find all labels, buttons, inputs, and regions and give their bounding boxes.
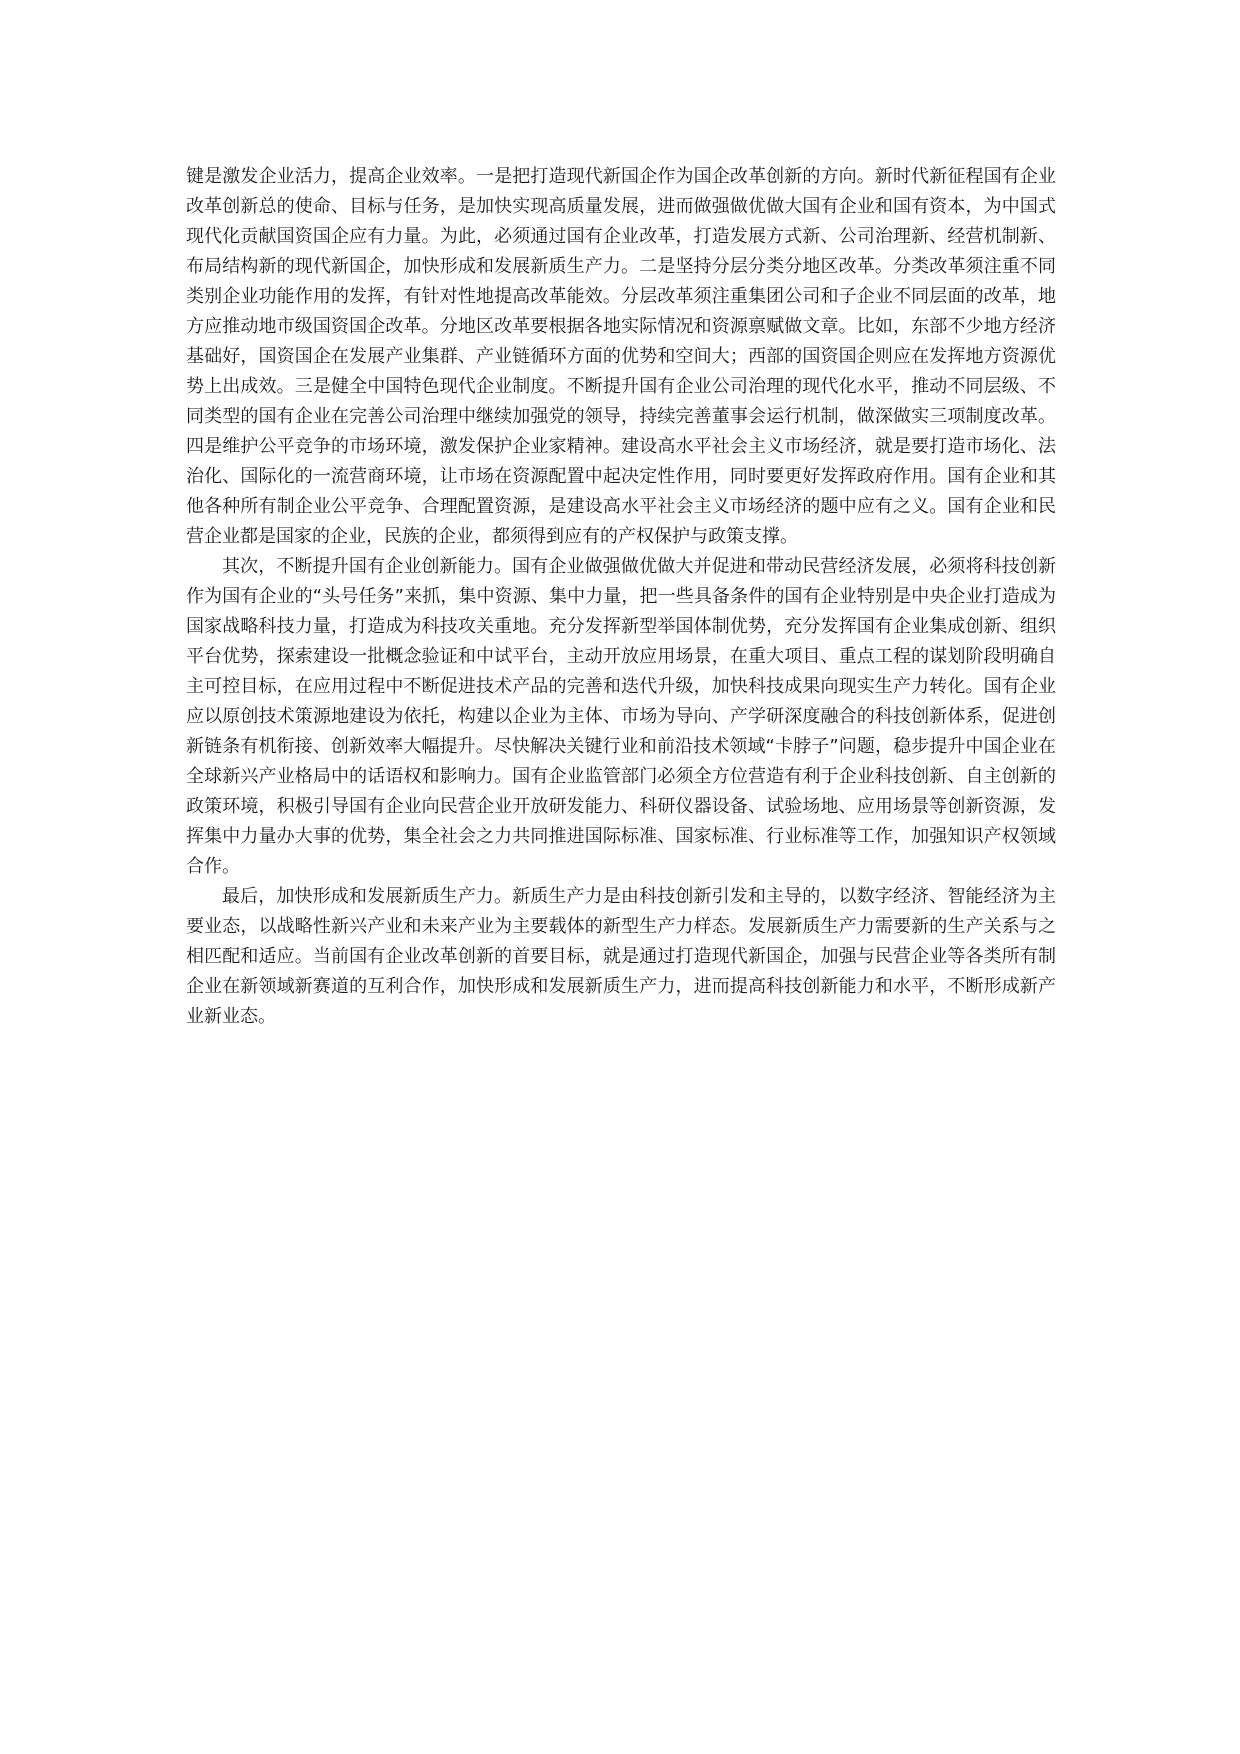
- paragraph-3: 最后，加快形成和发展新质生产力。新质生产力是由科技创新引发和主导的，以数字经济、智能经济为主要业态，以战略性新兴产业和未来产业为主要载体的新型生产力样态。发展新质生产力需要新的生产关系与之相匹配和适应。当前国有企业改革创新的首要目标，就是通过打造现代新国企，加强与民营企业等各类所有制企业在新领域新赛道的互利合作，加快形成和发展新质生产力，进而提高科技创新能力和水平，不断形成新产业新业态。: [186, 886, 1056, 1027]
- paragraph-1: 键是激发企业活力，提高企业效率。一是把打造现代新国企作为国企改革创新的方向。新时代新征程国有企业改革创新总的使命、目标与任务，是加快实现高质量发展，进而做强做优做大国有企业和国有资本，为中国式现代化贡献国资国企应有力量。为此，必须通过国有企业改革，打造发展方式新、公司治理新、经营机制新、布局结构新的现代新国企，加快形成和发展新质生产力。二是坚持分层分类分地区改革。分类改革须注重不同类别企业功能作用的发挥，有针对性地提高改革能效。分层改革须注重集团公司和子企业不同层面的改革，地方应推动地市级国资国企改革。分地区改革要根据各地实际情况和资源禀赋做文章。比如，东部不少地方经济基础好，国资国企在发展产业集群、产业链循环方面的优势和空间大；西部的国资国企则应在发挥地方资源优势上出成效。三是健全中国特色现代企业制度。不断提升国有企业公司治理的现代化水平，推动不同层级、不同类型的国有企业在完善公司治理中继续加强党的领导，持续完善董事会运行机制，做深做实三项制度改革。四是维护公平竞争的市场环境，激发保护企业家精神。建设高水平社会主义市场经济，就是要打造市场化、法治化、国际化的一流营商环境，让市场在资源配置中起决定性作用，同时要更好发挥政府作用。国有企业和其他各种所有制企业公平竞争、合理配置资源，是建设高水平社会主义市场经济的题中应有之义。国有企业和民营企业都是国家的企业，民族的企业，都须得到应有的产权保护与政策支撑。: [186, 166, 1056, 547]
- paragraph-2: 其次，不断提升国有企业创新能力。国有企业做强做优做大并促进和带动民营经济发展，必须将科技创新作为国有企业的“头号任务”来抓，集中资源、集中力量，把一些具备条件的国有企业特别是中央企业打造成为国家战略科技力量，打造成为科技攻关重地。充分发挥新型举国体制优势，充分发挥国有企业集成创新、组织平台优势，探索建设一批概念验证和中试平台，主动开放应用场景，在重大项目、重点工程的谋划阶段明确自主可控目标，在应用过程中不断促进技术产品的完善和迭代升级，加快科技成果向现实生产力转化。国有企业应以原创技术策源地建设为依托，构建以企业为主体、市场为导向、产学研深度融合的科技创新体系，促进创新链条有机衔接、创新效率大幅提升。尽快解决关键行业和前沿技术领域“卡脖子”问题，稳步提升中国企业在全球新兴产业格局中的话语权和影响力。国有企业监管部门必须全方位营造有利于企业科技创新、自主创新的政策环境，积极引导国有企业向民营企业开放研发能力、科研仪器设备、试验场地、应用场景等创新资源，发挥集中力量办大事的优势，集全社会之力共同推进国际标准、国家标准、行业标准等工作，加强知识产权领域合作。: [186, 556, 1056, 877]
- document-body: [186, 162, 1056, 1032]
